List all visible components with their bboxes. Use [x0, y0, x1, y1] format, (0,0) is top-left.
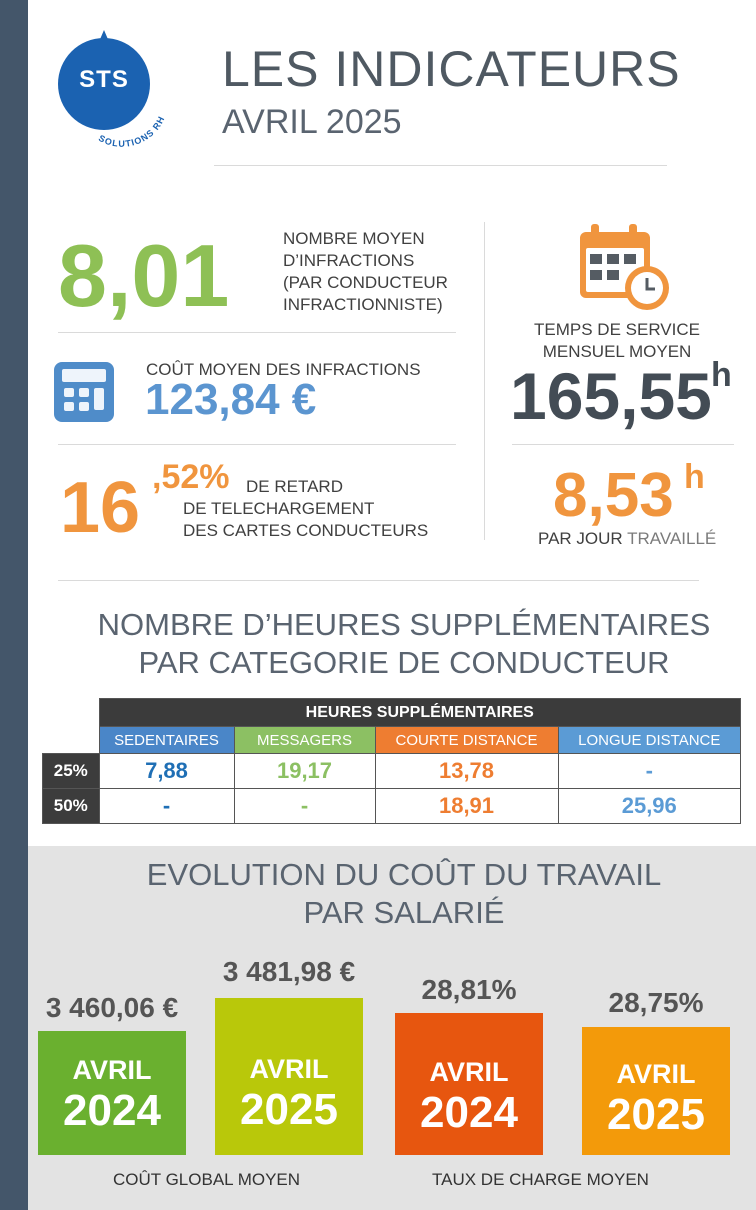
cell-value: - — [99, 789, 234, 824]
kpi-vertical-divider — [484, 222, 485, 540]
card-delay-value-dec: ,52% — [152, 458, 230, 496]
daily-time-unit: h — [684, 458, 705, 496]
column-header-courte-distance: COURTE DISTANCE — [375, 727, 558, 754]
infraction-cost-value: 123,84 € — [145, 375, 317, 424]
card-delay-label-3: DES CARTES CONDUCTEURS — [183, 521, 429, 540]
bar-rate-2025: AVRIL 2025 — [582, 1027, 730, 1155]
table-corner — [43, 699, 100, 727]
service-time-label: TEMPS DE SERVICE MENSUEL MOYEN — [534, 320, 700, 361]
svg-text:SOLUTIONS RH — [97, 114, 167, 149]
bar-value-rate-2024: 28,81% — [421, 974, 517, 1005]
cell-value: - — [234, 789, 375, 824]
column-header-longue-distance: LONGUE DISTANCE — [558, 727, 741, 754]
caption-rate: TAUX DE CHARGE MOYEN — [432, 1170, 649, 1189]
card-delay-value-int: 16 — [60, 468, 141, 548]
overtime-table — [42, 698, 741, 824]
logo-subtext-arc — [90, 70, 180, 160]
logo-subtext: SOLUTIONS RH — [96, 114, 167, 149]
calendar-clock-icon — [577, 222, 673, 319]
left-accent-bar — [0, 0, 28, 1210]
daily-time-value: 8,53 — [553, 461, 674, 530]
overtime-group-header: HEURES SUPPLÉMENTAIRES — [99, 699, 741, 727]
service-time-unit: h — [711, 356, 732, 394]
calculator-icon — [54, 362, 114, 422]
caption-cost: COÛT GLOBAL MOYEN — [113, 1170, 301, 1189]
infractions-avg-value: 8,01 — [58, 226, 230, 325]
cell-value: - — [558, 754, 741, 789]
kpi-divider-1 — [58, 332, 456, 333]
page-title: LES INDICATEURS — [222, 41, 681, 97]
bar-value-rate-2025: 28,75% — [608, 987, 704, 1018]
cell-value: 18,91 — [375, 789, 558, 824]
column-header-sedentaires: SEDENTAIRES — [99, 727, 234, 754]
bar-value-cost-2024: 3 460,06 € — [45, 992, 179, 1023]
header-divider — [214, 165, 667, 166]
section-divider — [58, 580, 699, 581]
daily-time-label: PAR JOUR TRAVAILLÉ — [538, 529, 717, 548]
table-row — [43, 789, 741, 824]
bar-value-cost-2025: 3 481,98 € — [222, 956, 356, 987]
column-header-messagers: MESSAGERS — [234, 727, 375, 754]
bar-cost-2024: AVRIL 2024 — [38, 1031, 186, 1155]
table-corner-2 — [43, 727, 100, 754]
infraction-cost-label: COÛT MOYEN DES INFRACTIONS — [146, 360, 421, 379]
kpi-divider-2 — [58, 444, 456, 445]
cell-value: 13,78 — [375, 754, 558, 789]
row-rate-25: 25% — [43, 754, 100, 789]
logo-text: STS — [79, 66, 129, 93]
overtime-title: NOMBRE D’HEURES SUPPLÉMENTAIRES PAR CATEGORIE DE CONDUCTEUR — [97, 607, 711, 680]
cell-value: 19,17 — [234, 754, 375, 789]
page-period: AVRIL 2025 — [222, 103, 402, 141]
bar-rate-2024: AVRIL 2024 — [395, 1013, 543, 1155]
cell-value: 25,96 — [558, 789, 741, 824]
card-delay-label-2: DE TELECHARGEMENT — [183, 499, 375, 518]
labor-cost-title: EVOLUTION DU COÛT DU TRAVAIL PAR SALARIÉ — [146, 857, 662, 930]
bar-cost-2025: AVRIL 2025 — [215, 998, 363, 1155]
table-row — [43, 754, 741, 789]
infractions-avg-label: NOMBRE MOYEN D’INFRACTIONS (PAR CONDUCTEUR INFRACTIONNISTE) — [283, 229, 448, 314]
card-delay-label-1: DE RETARD — [246, 477, 343, 496]
kpi-divider-3 — [512, 444, 734, 445]
row-rate-50: 50% — [43, 789, 100, 824]
service-time-value: 165,55 — [510, 359, 712, 433]
cell-value: 7,88 — [99, 754, 234, 789]
